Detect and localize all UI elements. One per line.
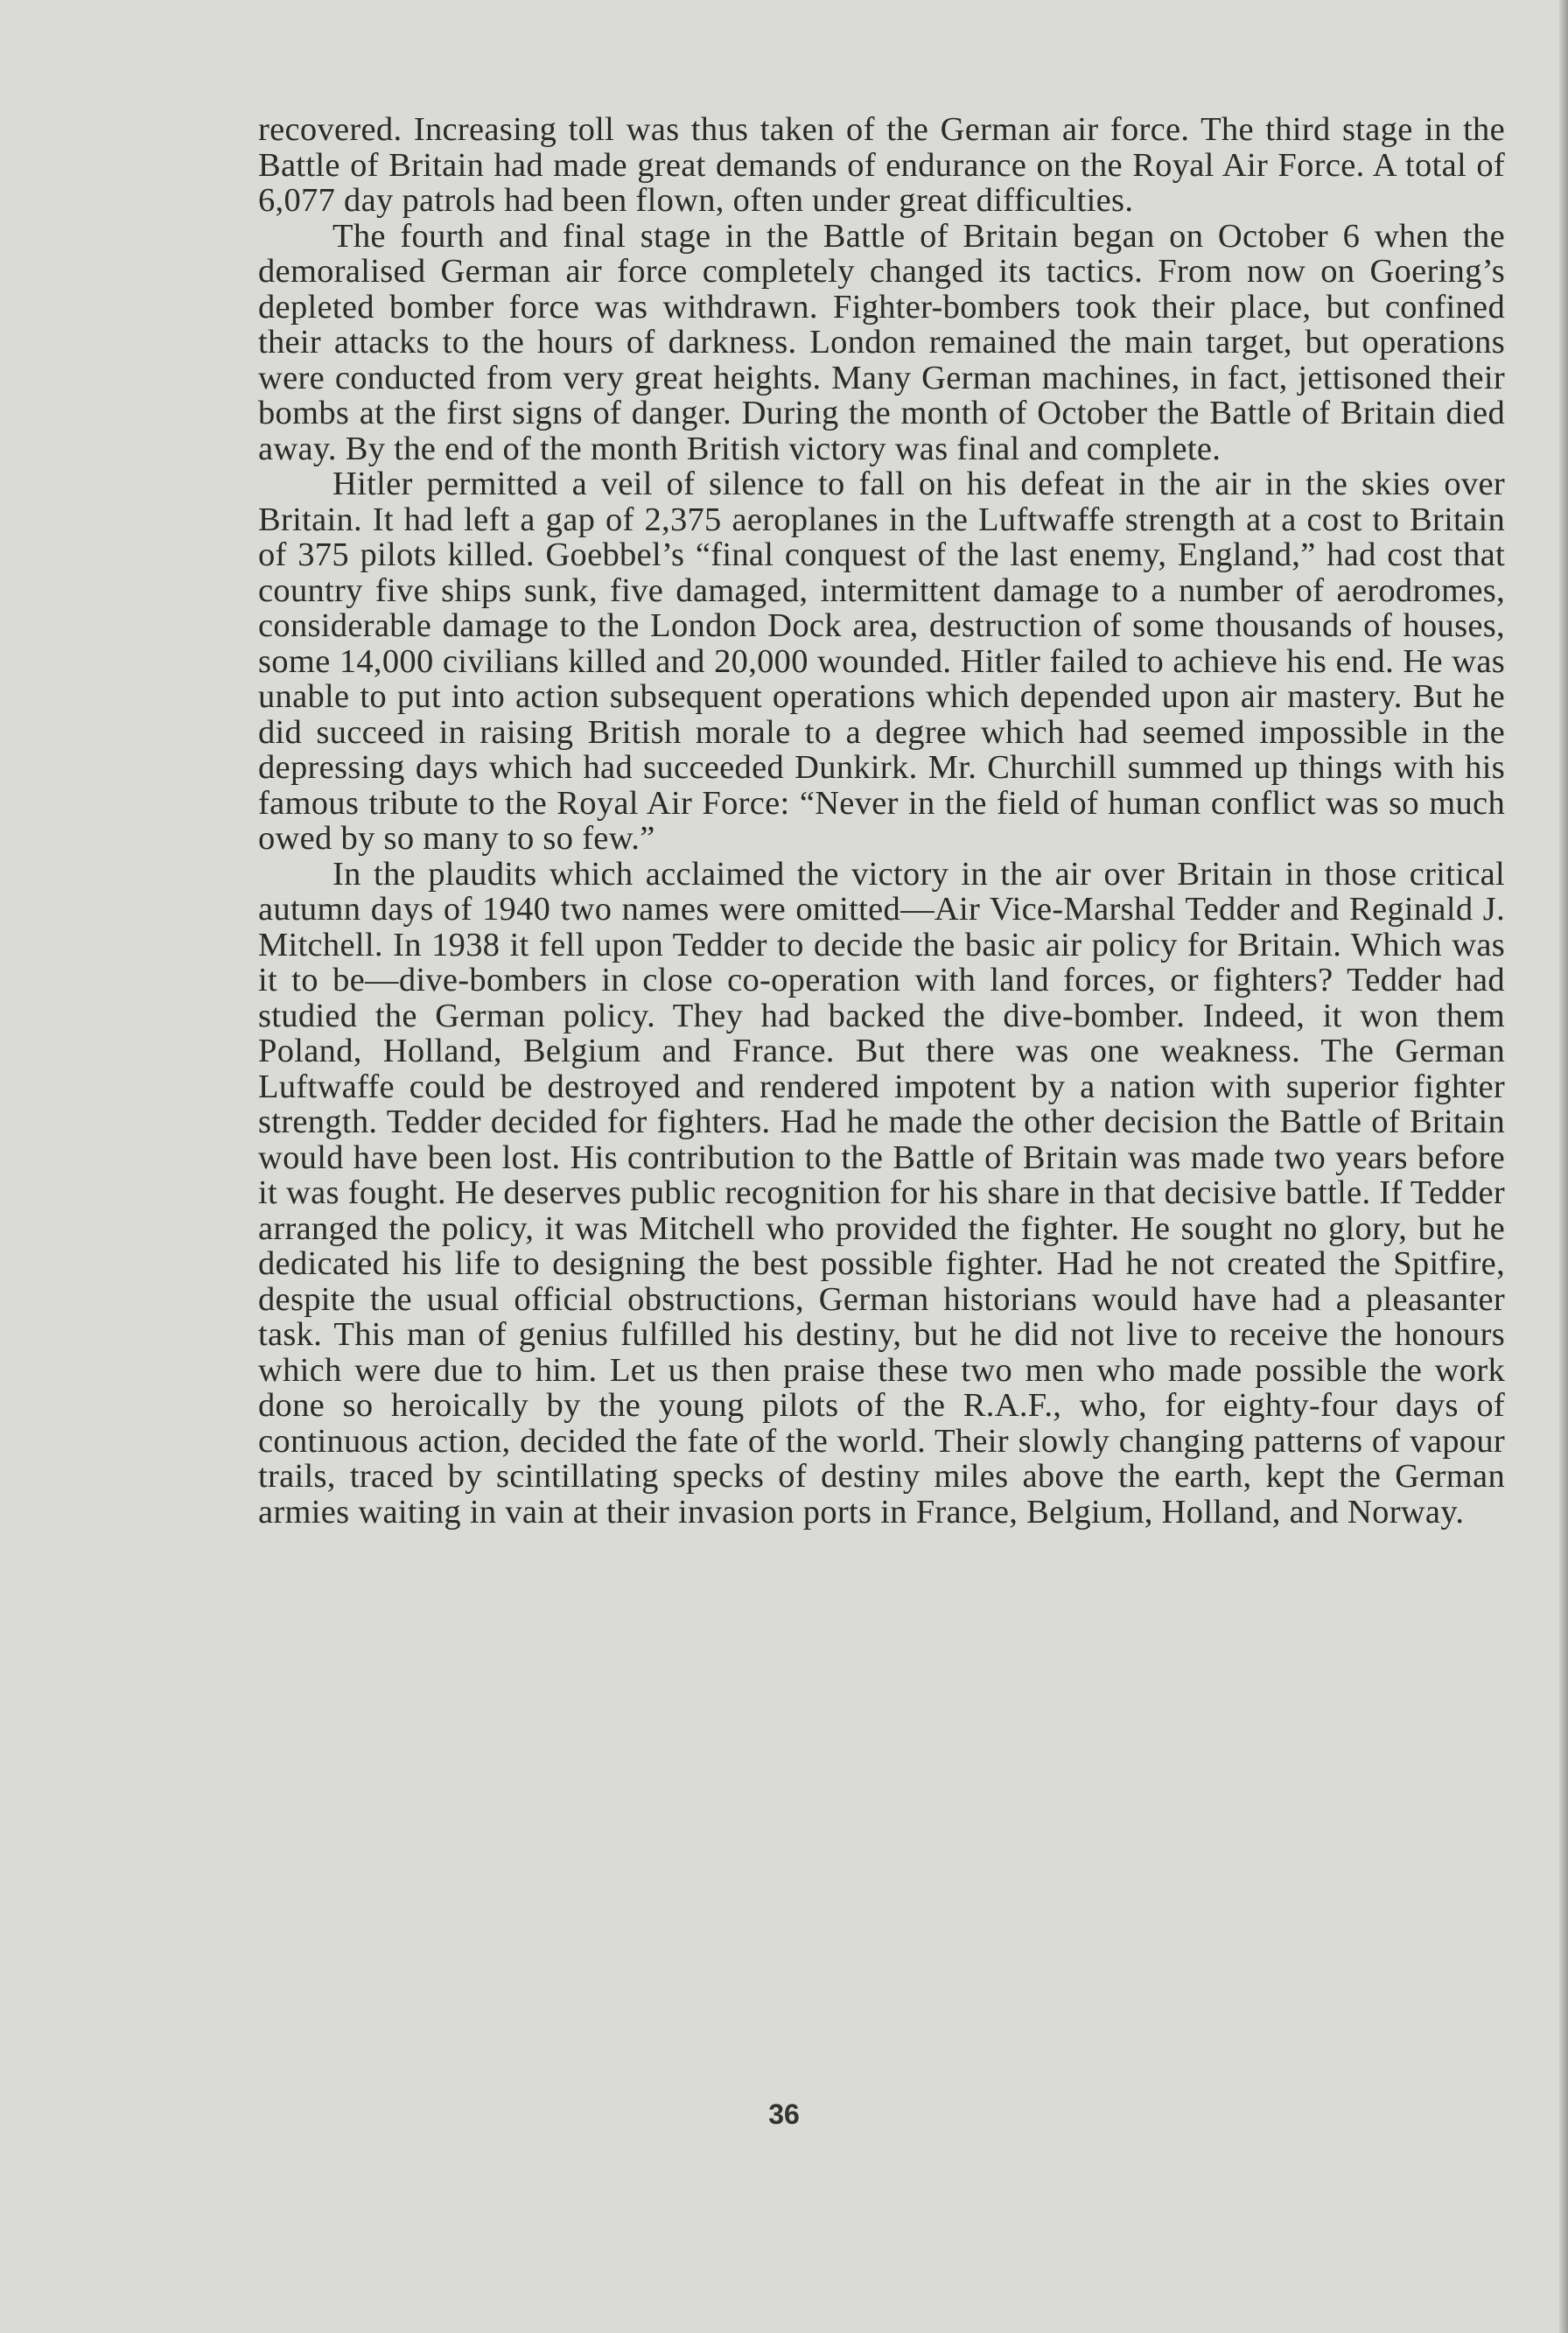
- page-number: 36: [768, 2098, 800, 2130]
- paragraph-1: recovered. Increasing toll was thus taken of the German air force. The third stage in the Battle of Britain had made great demands of endurance on the Royal Air Force. A total of 6,077 day patrols had been flown, often under great difficulties.: [258, 111, 1505, 219]
- paragraph-2: The fourth and final stage in the Battle of Britain began on October 6 when the demoralised German air force completely changed its tactics. From now on Goering’s depleted bomber force was withdrawn. Fighter-bombers took their place, but confined their attacks to the hours of darkness. London remained the main target, but operations were conducted from very great heights. Many German machines, in fact, jettisoned their bombs at the first signs of danger. During the month of October the Battle of Britain died away. By the end of the month British victory was final and complete.: [258, 217, 1505, 467]
- paragraph-4: In the plaudits which acclaimed the victory in the air over Britain in those critical autumn days of 1940 two names were omitted—Air Vice-Marshal Tedder and Reginald J. Mitchell. In 1938 it fell upon Tedder to decide the basic air policy for Britain. Which was it to be—dive-bombers in close co-operation with land forces, or fighters? Tedder had studied the German policy. They had backed the dive-bomber. Indeed, it won them Poland, Holland, Belgium and France. But there was one weakness. The German Luftwaffe could be destroyed and rendered impotent by a nation with superior fighter strength. Tedder decided for fighters. Had he made the other decision the Battle of Britain would have been lost. His contribution to the Battle of Britain was made two years before it was fought. He deserves public recognition for his share in that decisive battle. If Tedder arranged the policy, it was Mitchell who provided the fighter. He sought no glory, but he dedicated his life to designing the best possible fighter. Had he not created the Spitfire, despite the usual official obstructions, German historians would have had a pleasanter task. This man of genius fulfilled his destiny, but he did not live to receive the honours which were due to him. Let us then praise these two men who made possible the work done so heroically by the young pilots of the R.A.F., who, for eighty-four days of continuous action, decided the fate of the world. Their slowly changing patterns of vapour trails, traced by scintillating specks of destiny miles above the earth, kept the German armies waiting in vain at their invasion ports in France, Belgium, Holland, and Norway.: [258, 855, 1505, 1531]
- page-edge: [1559, 0, 1568, 2333]
- body-text: [258, 112, 1505, 1530]
- paragraph-3: Hitler permitted a veil of silence to fall on his defeat in the air in the skies over Britain. It had left a gap of 2,375 aeroplanes in the Luftwaffe strength at a cost to Britain of 375 pilots killed. Goebbel’s “final conquest of the last enemy, England,” had cost that country five ships sunk, five damaged, intermittent damage to a number of aerodromes, considerable damage to the London Dock area, destruction of some thousands of houses, some 14,000 civilians killed and 20,000 wounded. Hitler failed to achieve his end. He was unable to put into action subsequent operations which depended upon air mastery. But he did succeed in raising British morale to a degree which had seemed impossible in the depressing days which had succeeded Dunkirk. Mr. Churchill summed up things with his famous tribute to the Royal Air Force: “Never in the field of human conflict was so much owed by so many to so few.”: [258, 466, 1505, 857]
